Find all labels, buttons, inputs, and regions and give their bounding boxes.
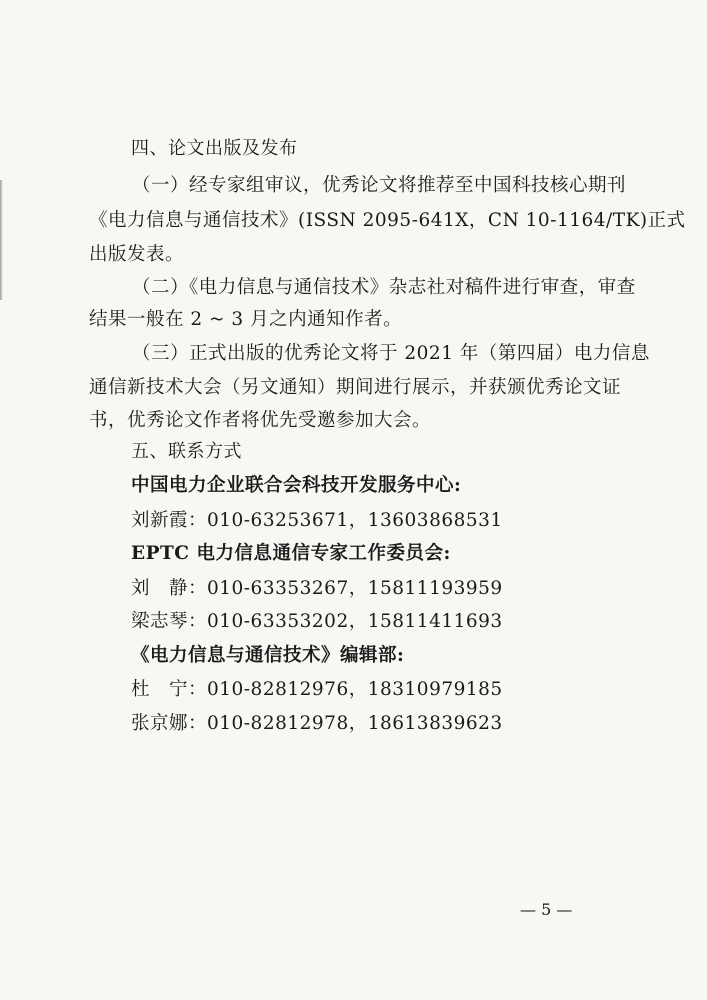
section-4-item-1-line-1: （一）经专家组审议，优秀论文将推荐至中国科技核心期刊: [132, 175, 627, 196]
section-4-item-1-line-3: 出版发表。: [89, 244, 185, 265]
contact-person: 刘 静：010-63353267，15811193959: [131, 578, 503, 599]
section-4-item-3-line-3: 书，优秀论文作者将优先受邀参加大会。: [89, 410, 432, 431]
section-5-title: 五、联系方式: [131, 441, 242, 462]
section-4-item-3-line-1: （三）正式出版的优秀论文将于 2021 年（第四届）电力信息: [132, 343, 650, 364]
contact-person: 杜 宁：010-82812976，18310979185: [131, 679, 503, 700]
section-4-item-1-line-2: 《电力信息与通信技术》(ISSN 2095-641X，CN 10-1164/TK)正式: [89, 210, 686, 231]
section-4-item-3-line-2: 通信新技术大会（另文通知）期间进行展示，并获颁优秀论文证: [89, 377, 622, 398]
section-4-item-2-line-1: （二）《电力信息与通信技术》杂志社对稿件进行审查，审查: [132, 277, 636, 298]
contact-org-3-name: 《电力信息与通信技术》编辑部:: [131, 645, 405, 666]
section-4-item-2-line-2: 结果一般在 2 ~ 3 月之内通知作者。: [89, 309, 403, 330]
contact-org-2-name: EPTC 电力信息通信专家工作委员会:: [131, 543, 451, 564]
contact-org-1-name: 中国电力企业联合会科技开发服务中心:: [131, 475, 462, 496]
page-number: — 5 —: [520, 900, 573, 919]
section-4-title: 四、论文出版及发布: [131, 138, 298, 159]
contact-person: 刘新霞：010-63253671，13603868531: [131, 510, 503, 531]
contact-person: 梁志琴：010-63353202，15811411693: [131, 611, 503, 632]
contact-person: 张京娜：010-82812978，18613839623: [131, 713, 503, 734]
scan-edge-shadow: [0, 180, 3, 300]
